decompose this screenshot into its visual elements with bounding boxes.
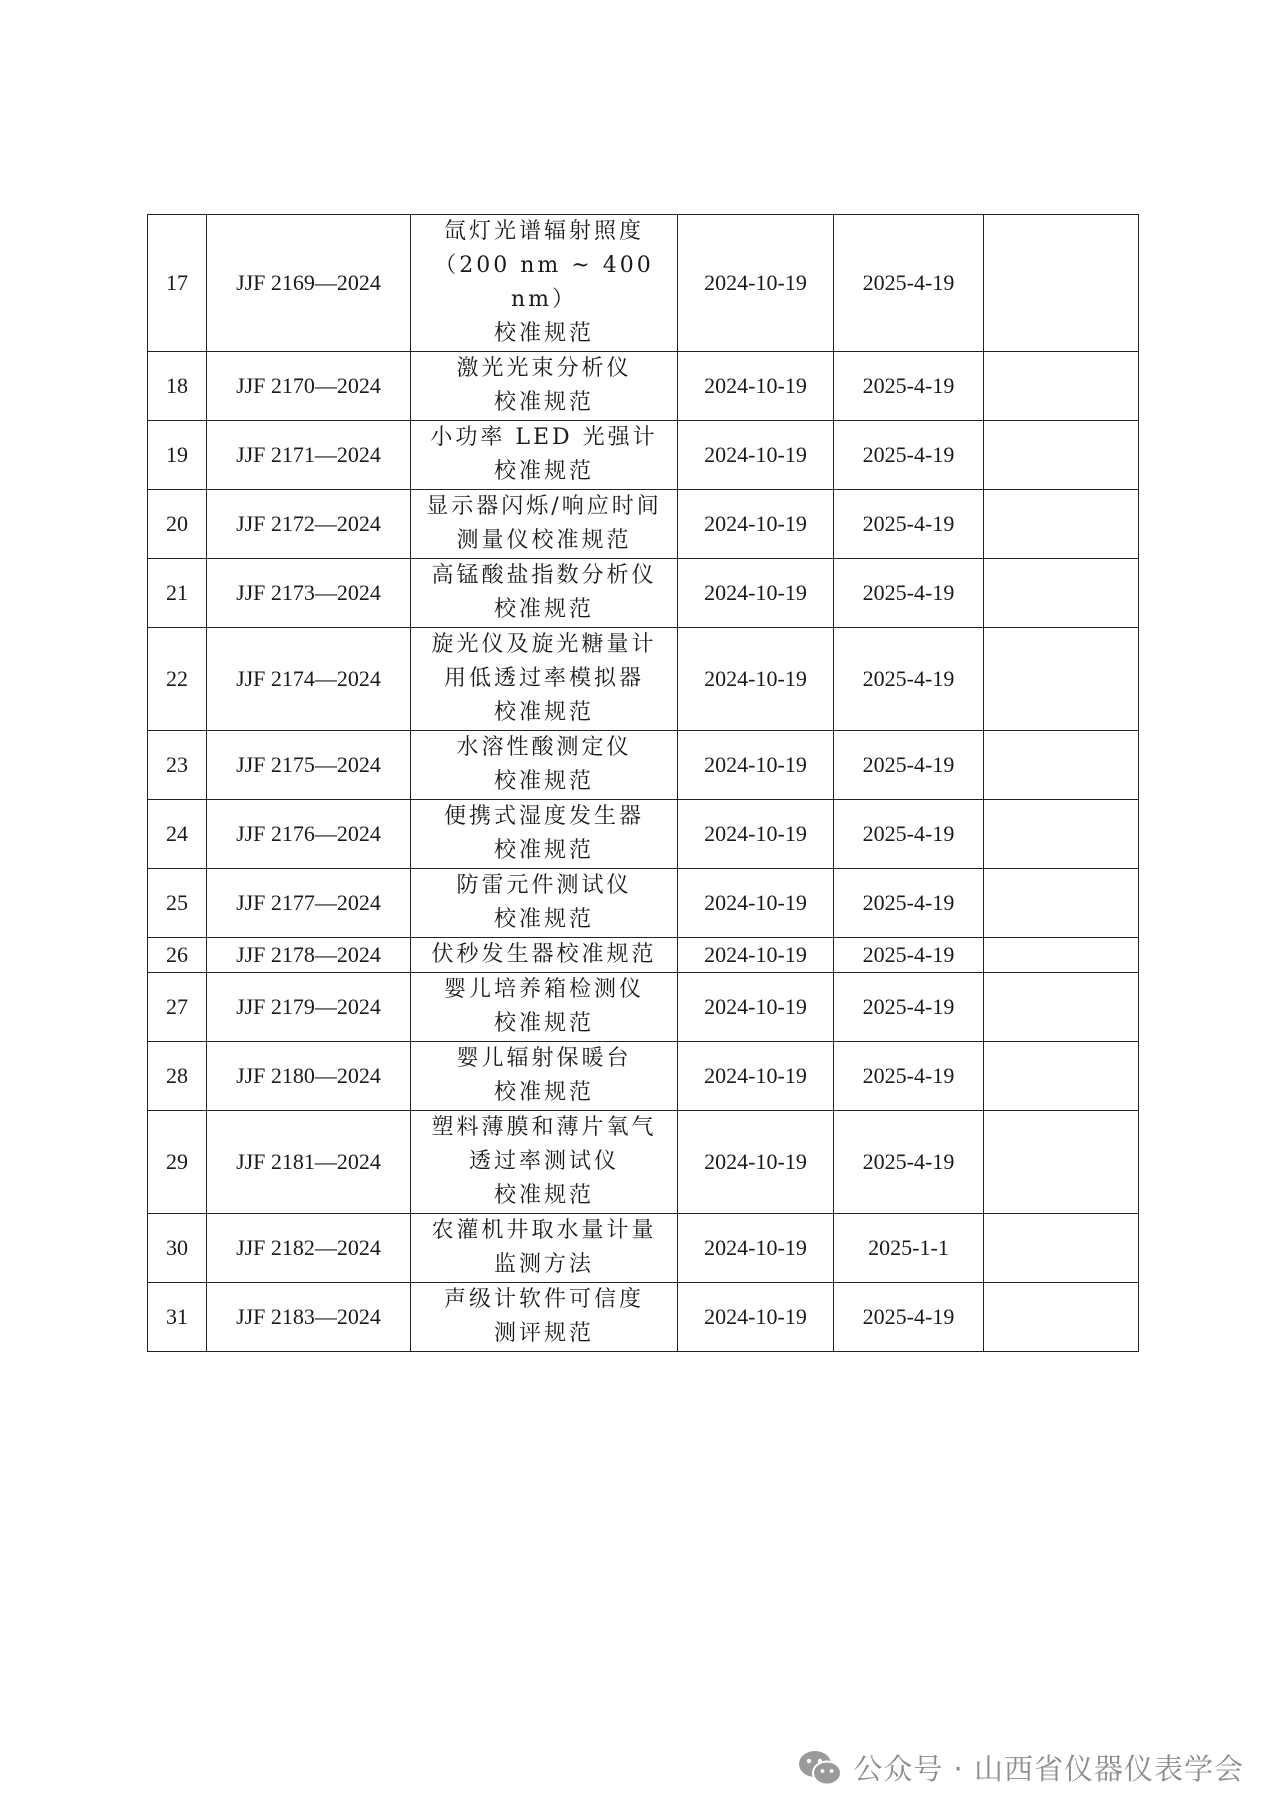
standard-code-cell: JJF 2177—2024 — [207, 869, 411, 938]
row-number-cell: 26 — [148, 938, 207, 973]
effective-date-cell: 2025-4-19 — [834, 800, 984, 869]
standard-code-cell: JJF 2173—2024 — [207, 559, 411, 628]
table-row — [148, 421, 1139, 490]
effective-date-cell: 2025-4-19 — [834, 973, 984, 1042]
table-row — [148, 1042, 1139, 1111]
standard-name-line: 塑料薄膜和薄片氧气 — [431, 1115, 657, 1140]
table-row — [148, 938, 1139, 973]
standard-code-cell: JJF 2178—2024 — [207, 938, 411, 973]
row-number-cell: 28 — [148, 1042, 207, 1111]
effective-date-cell: 2025-4-19 — [834, 352, 984, 421]
standard-name-line: 小功率 LED 光强计 — [430, 425, 658, 450]
effective-date-cell: 2025-4-19 — [834, 731, 984, 800]
table-row — [148, 869, 1139, 938]
row-number-cell: 29 — [148, 1111, 207, 1214]
standard-name-line: （200 nm ~ 400 nm） — [434, 253, 654, 312]
table-row — [148, 1283, 1139, 1352]
standard-name-line: 测量仪校准规范 — [456, 528, 632, 553]
effective-date-cell: 2025-4-19 — [834, 628, 984, 731]
standard-name-line: 农灌机井取水量计量 — [431, 1218, 657, 1243]
issue-date-cell: 2024-10-19 — [678, 800, 834, 869]
standard-name-line: 测评规范 — [493, 1321, 594, 1346]
standard-name-cell — [411, 421, 678, 490]
standard-name-line: 校准规范 — [493, 321, 594, 346]
standard-name-line: 声级计软件可信度 — [443, 1287, 644, 1312]
standard-name-cell — [411, 352, 678, 421]
note-cell — [984, 731, 1139, 800]
standard-name-line: 防雷元件测试仪 — [456, 873, 632, 898]
table-row — [148, 352, 1139, 421]
note-cell — [984, 421, 1139, 490]
row-number-cell: 20 — [148, 490, 207, 559]
standard-name-cell — [411, 731, 678, 800]
standard-name-cell — [411, 800, 678, 869]
row-number-cell: 21 — [148, 559, 207, 628]
standard-name-line: 高锰酸盐指数分析仪 — [431, 563, 657, 588]
standard-name-cell — [411, 215, 678, 352]
issue-date-cell: 2024-10-19 — [678, 869, 834, 938]
standard-code-cell: JJF 2174—2024 — [207, 628, 411, 731]
standard-name-line: 校准规范 — [493, 390, 594, 415]
standard-name-line: 校准规范 — [493, 597, 594, 622]
standard-code-cell: JJF 2182—2024 — [207, 1214, 411, 1283]
row-number-cell: 25 — [148, 869, 207, 938]
standard-name-line: 校准规范 — [493, 769, 594, 794]
standard-name-line: 校准规范 — [493, 1011, 594, 1036]
standard-code-cell: JJF 2176—2024 — [207, 800, 411, 869]
standard-name-line: 透过率测试仪 — [468, 1149, 619, 1174]
table-row — [148, 559, 1139, 628]
standard-name-line: 校准规范 — [493, 838, 594, 863]
standard-code-cell: JJF 2171—2024 — [207, 421, 411, 490]
table-body — [148, 215, 1139, 1352]
note-cell — [984, 1283, 1139, 1352]
issue-date-cell: 2024-10-19 — [678, 215, 834, 352]
standard-code-cell: JJF 2179—2024 — [207, 973, 411, 1042]
note-cell — [984, 973, 1139, 1042]
effective-date-cell: 2025-4-19 — [834, 421, 984, 490]
table-row — [148, 731, 1139, 800]
issue-date-cell: 2024-10-19 — [678, 352, 834, 421]
standard-code-cell: JJF 2183—2024 — [207, 1283, 411, 1352]
standard-name-line: 校准规范 — [493, 1183, 594, 1208]
standard-code-cell: JJF 2180—2024 — [207, 1042, 411, 1111]
note-cell — [984, 215, 1139, 352]
row-number-cell: 24 — [148, 800, 207, 869]
standard-name-line: 便携式湿度发生器 — [443, 804, 644, 829]
standard-name-cell — [411, 490, 678, 559]
effective-date-cell: 2025-4-19 — [834, 1111, 984, 1214]
table-row — [148, 973, 1139, 1042]
issue-date-cell: 2024-10-19 — [678, 1283, 834, 1352]
issue-date-cell: 2024-10-19 — [678, 559, 834, 628]
standard-name-line: 显示器闪烁/响应时间 — [426, 494, 662, 519]
note-cell — [984, 1214, 1139, 1283]
standard-name-cell — [411, 628, 678, 731]
table-row — [148, 628, 1139, 731]
effective-date-cell: 2025-4-19 — [834, 559, 984, 628]
issue-date-cell: 2024-10-19 — [678, 938, 834, 973]
standard-name-line: 监测方法 — [493, 1252, 594, 1277]
issue-date-cell: 2024-10-19 — [678, 1214, 834, 1283]
row-number-cell: 23 — [148, 731, 207, 800]
row-number-cell: 19 — [148, 421, 207, 490]
standard-name-line: 伏秒发生器校准规范 — [431, 942, 657, 967]
row-number-cell: 31 — [148, 1283, 207, 1352]
table-row — [148, 800, 1139, 869]
standard-name-line: 婴儿辐射保暖台 — [456, 1046, 632, 1071]
standard-name-cell — [411, 1111, 678, 1214]
effective-date-cell: 2025-4-19 — [834, 869, 984, 938]
effective-date-cell: 2025-4-19 — [834, 490, 984, 559]
effective-date-cell: 2025-1-1 — [834, 1214, 984, 1283]
standard-code-cell: JJF 2181—2024 — [207, 1111, 411, 1214]
note-cell — [984, 559, 1139, 628]
standard-name-line: 校准规范 — [493, 700, 594, 725]
standard-name-cell — [411, 973, 678, 1042]
issue-date-cell: 2024-10-19 — [678, 628, 834, 731]
standard-name-line: 水溶性酸测定仪 — [456, 735, 632, 760]
standard-name-line: 旋光仪及旋光糖量计 — [431, 632, 657, 657]
note-cell — [984, 490, 1139, 559]
standard-name-cell — [411, 1214, 678, 1283]
standard-code-cell: JJF 2175—2024 — [207, 731, 411, 800]
wechat-icon — [797, 1748, 843, 1788]
standard-name-cell — [411, 1042, 678, 1111]
standard-name-line: 激光光束分析仪 — [456, 356, 632, 381]
note-cell — [984, 1042, 1139, 1111]
standard-name-line: 校准规范 — [493, 1080, 594, 1105]
table-row — [148, 1111, 1139, 1214]
table-row — [148, 1214, 1139, 1283]
effective-date-cell: 2025-4-19 — [834, 1042, 984, 1111]
standard-name-cell — [411, 1283, 678, 1352]
row-number-cell: 22 — [148, 628, 207, 731]
row-number-cell: 17 — [148, 215, 207, 352]
standard-code-cell: JJF 2170—2024 — [207, 352, 411, 421]
standard-name-line: 用低透过率模拟器 — [443, 666, 644, 691]
effective-date-cell: 2025-4-19 — [834, 215, 984, 352]
issue-date-cell: 2024-10-19 — [678, 973, 834, 1042]
issue-date-cell: 2024-10-19 — [678, 1042, 834, 1111]
note-cell — [984, 628, 1139, 731]
table-row — [148, 215, 1139, 352]
note-cell — [984, 800, 1139, 869]
standard-name-line: 校准规范 — [493, 459, 594, 484]
row-number-cell: 18 — [148, 352, 207, 421]
issue-date-cell: 2024-10-19 — [678, 731, 834, 800]
standard-name-line: 婴儿培养箱检测仪 — [443, 977, 644, 1002]
issue-date-cell: 2024-10-19 — [678, 1111, 834, 1214]
row-number-cell: 30 — [148, 1214, 207, 1283]
effective-date-cell: 2025-4-19 — [834, 938, 984, 973]
watermark-text: 公众号 · 山西省仪器仪表学会 — [853, 1752, 1244, 1786]
effective-date-cell: 2025-4-19 — [834, 1283, 984, 1352]
standard-name-line: 氙灯光谱辐射照度 — [443, 219, 644, 244]
issue-date-cell: 2024-10-19 — [678, 490, 834, 559]
note-cell — [984, 352, 1139, 421]
standard-name-line: 校准规范 — [493, 907, 594, 932]
standard-name-cell — [411, 869, 678, 938]
standard-name-cell — [411, 938, 678, 973]
note-cell — [984, 1111, 1139, 1214]
standard-name-cell — [411, 559, 678, 628]
standard-code-cell: JJF 2169—2024 — [207, 215, 411, 352]
issue-date-cell: 2024-10-19 — [678, 421, 834, 490]
row-number-cell: 27 — [148, 973, 207, 1042]
table-row — [148, 490, 1139, 559]
standards-table — [147, 214, 1139, 1352]
note-cell — [984, 869, 1139, 938]
watermark — [797, 1747, 1244, 1788]
standard-code-cell: JJF 2172—2024 — [207, 490, 411, 559]
note-cell — [984, 938, 1139, 973]
